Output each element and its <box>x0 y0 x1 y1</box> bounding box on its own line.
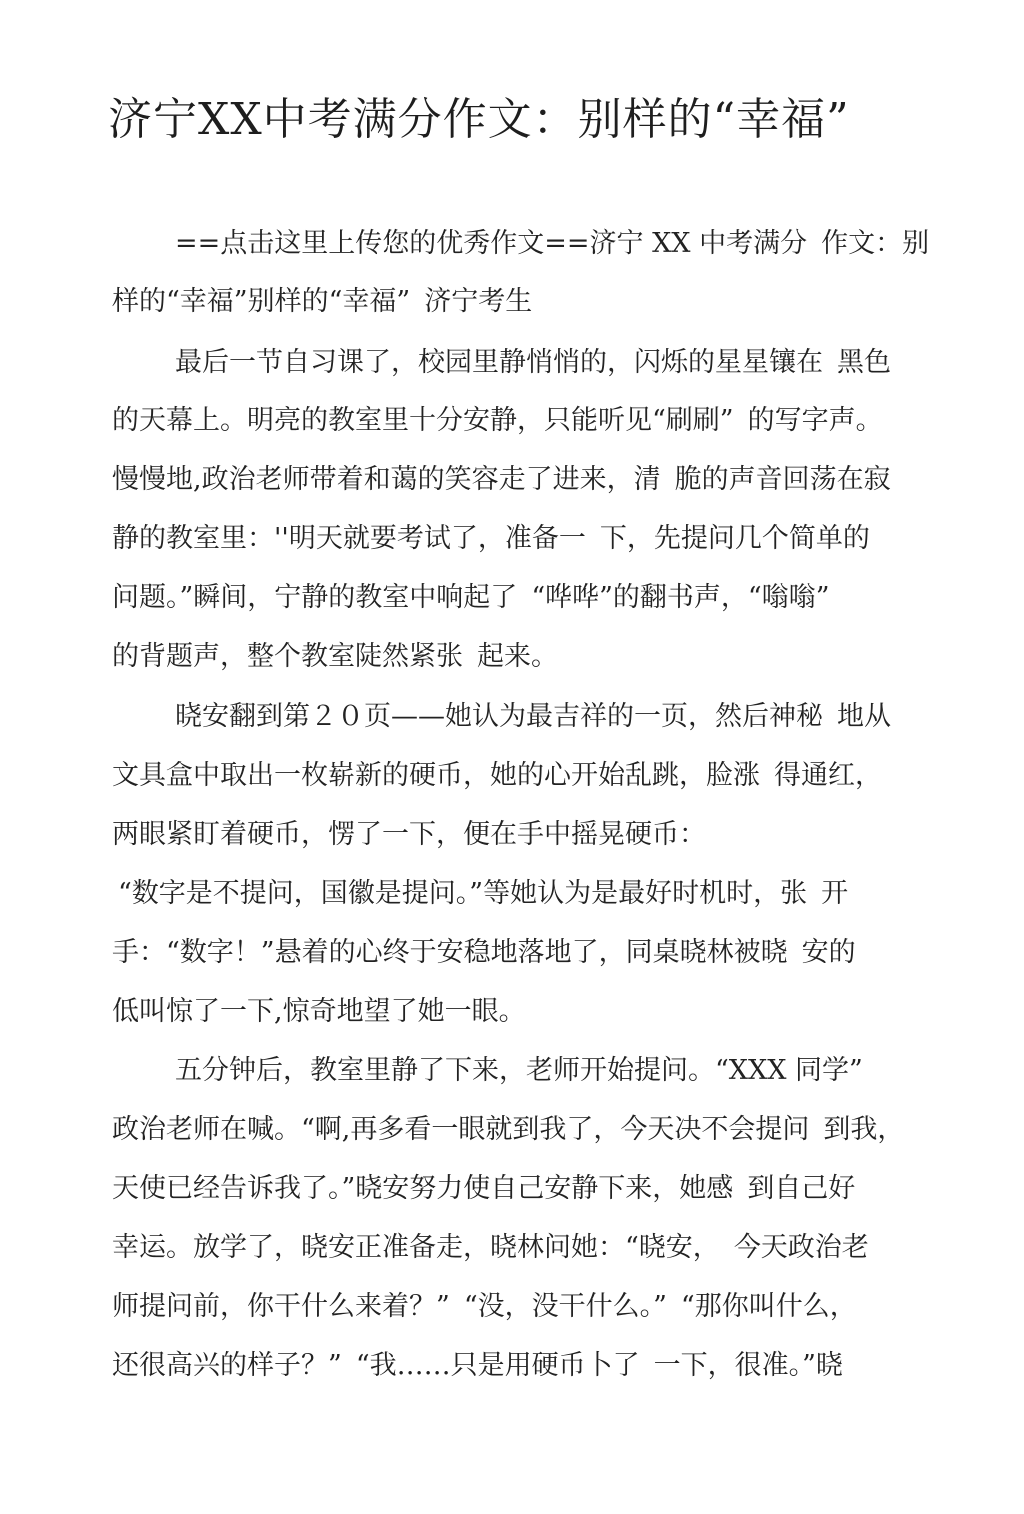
body-line <box>118 876 848 912</box>
document-title: 济宁XX中考满分作文：别样的“幸福” <box>108 94 850 145</box>
text-segment: 今天政治老 <box>733 1232 869 1263</box>
text-segment: 安的 <box>801 937 856 968</box>
body-line <box>112 935 856 971</box>
text-segment: 慢慢地,政治老师带着和蔼的笑容走了进来，清 <box>112 464 661 495</box>
text-segment: 晓安翻到第２０页——她认为最吉祥的一页，然后神秘 <box>175 701 823 732</box>
body-line <box>175 345 891 381</box>
text-segment: “那你叫什么， <box>680 1291 857 1322</box>
text-segment: 开 <box>821 878 849 909</box>
text-segment: “没，没干什么。” <box>463 1291 667 1322</box>
body-line <box>112 580 830 616</box>
text-segment: 起来。 <box>477 641 558 672</box>
text-segment: “哗哗”的翻书声，“嗡嗡” <box>531 582 830 613</box>
body-line <box>112 462 891 498</box>
body-line <box>112 758 882 794</box>
text-segment: 还很高兴的样子？” <box>112 1350 342 1381</box>
text-segment: 低叫惊了一下,惊奇地望了她一眼。 <box>112 996 526 1027</box>
text-segment: 样的“幸福”别样的“幸福” <box>112 286 411 317</box>
text-segment: 到自己好 <box>747 1173 856 1204</box>
text-segment: 的天幕上。明亮的教室里十分安静，只能听见“刷刷” <box>112 405 734 436</box>
text-segment: 的背题声，整个教室陡然紧张 <box>112 641 463 672</box>
text-segment: 两眼紧盯着硬币，愣了一下，便在手中摇晃硬币： <box>112 819 706 850</box>
text-segment: 一下，很准。”晓 <box>653 1350 843 1381</box>
body-line <box>112 1289 857 1325</box>
body-line <box>112 403 883 439</box>
text-segment: “我……只是用硬币卜了 <box>355 1350 640 1381</box>
text-segment: 幸运。放学了，晓安正准备走，晓林问她：“晓安， <box>112 1232 720 1263</box>
body-line <box>112 284 532 320</box>
text-segment: 济宁考生 <box>424 286 533 317</box>
body-line <box>112 994 526 1030</box>
body-line <box>112 817 706 853</box>
text-segment: 最后一节自习课了，校园里静悄悄的，闪烁的星星镶在 <box>175 347 823 378</box>
text-segment: 脆的声音回荡在寂 <box>674 464 891 495</box>
text-segment: 地从 <box>837 701 891 732</box>
text-segment: 得通红， <box>774 760 882 791</box>
body-line <box>112 639 558 675</box>
body-line <box>112 1230 869 1266</box>
text-segment: ==点击这里上传您的优秀作文==济宁 XX 中考满分 <box>175 228 808 259</box>
body-line <box>175 1053 863 1089</box>
body-line <box>112 1348 843 1384</box>
body-line <box>175 226 929 262</box>
text-segment: 手：“数字！”悬着的心终于安稳地落地了，同桌晓林被晓 <box>112 937 788 968</box>
text-segment: 政治老师在喊。“啊,再多看一眼就到我了，今天决不会提问 <box>112 1114 810 1145</box>
text-segment: 作文：别 <box>821 228 930 259</box>
body-line <box>112 1112 904 1148</box>
text-segment: 黑色 <box>837 347 891 378</box>
body-line <box>112 521 870 557</box>
text-segment: 五分钟后，教室里静了下来，老师开始提问。“XXX 同学” <box>175 1055 863 1086</box>
text-segment: 天使已经告诉我了。”晓安努力使自己安静下来，她感 <box>112 1173 734 1204</box>
text-segment: 文具盒中取出一枚崭新的硬币，她的心开始乱跳，脸涨 <box>112 760 760 791</box>
text-segment: 下，先提问几个简单的 <box>599 523 870 554</box>
text-segment: 问题。”瞬间，宁静的教室中响起了 <box>112 582 518 613</box>
text-segment: 到我， <box>823 1114 905 1145</box>
text-segment: 静的教室里：''明天就要考试了，准备一 <box>112 523 586 554</box>
text-segment: 的写字声。 <box>747 405 883 436</box>
body-line <box>175 699 891 735</box>
text-segment: 师提问前，你干什么来着？” <box>112 1291 450 1322</box>
body-line <box>112 1171 855 1207</box>
text-segment: “数字是不提问，国徽是提问。”等她认为是最好时机时，张 <box>118 878 808 909</box>
